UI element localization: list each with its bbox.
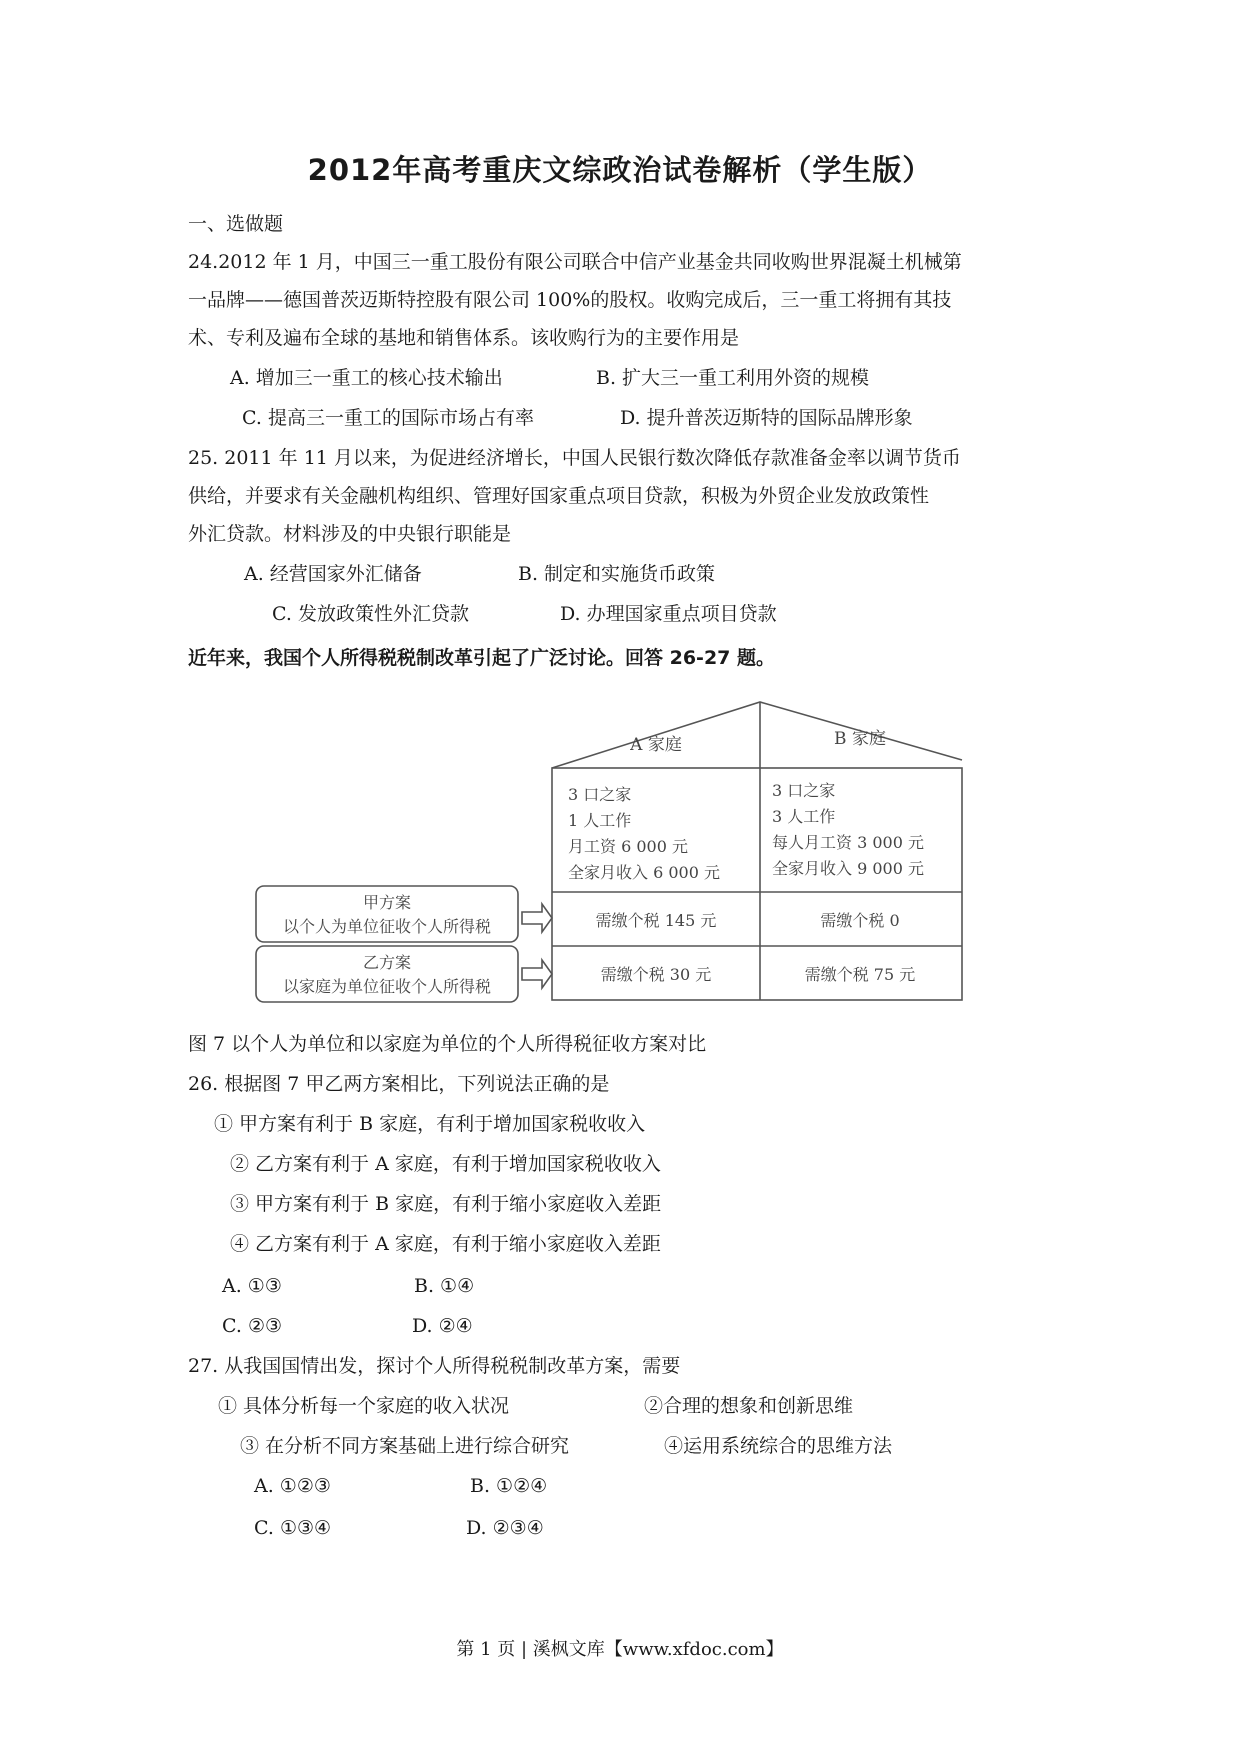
plan-2-desc: 以家庭为单位征收个人所得税 <box>282 977 492 996</box>
intro-26-27: 近年来，我国个人所得税税制改革引起了广泛讨论。回答 26-27 题。 <box>188 647 775 669</box>
figure-7-diagram <box>250 700 990 1010</box>
section-heading: 一、选做题 <box>188 213 284 235</box>
q27-item-2: ②合理的想象和创新思维 <box>644 1395 854 1417</box>
figure-caption: 图 7 以个人为单位和以家庭为单位的个人所得税征收方案对比 <box>188 1033 707 1055</box>
q24-line-2: 一品牌——德国普茨迈斯特控股有限公司 100%的股权。收购完成后，三一重工将拥有其技 <box>188 289 952 311</box>
plan-1-desc: 以个人为单位征收个人所得税 <box>282 917 492 936</box>
a-info-2: 1 人工作 <box>568 811 632 830</box>
a-info-1: 3 口之家 <box>568 785 632 804</box>
page-title: 2012年高考重庆文综政治试卷解析（学生版） <box>307 153 933 187</box>
q27-item-4: ④运用系统综合的思维方法 <box>664 1435 893 1457</box>
q27-option-d: D. ②③④ <box>466 1517 544 1539</box>
q24-line-3: 术、专利及遍布全球的基地和销售体系。该收购行为的主要作用是 <box>188 327 740 349</box>
plan-2-name: 乙方案 <box>362 953 412 972</box>
q27-item-1: ① 具体分析每一个家庭的收入状况 <box>218 1395 510 1417</box>
a-info-3: 月工资 6 000 元 <box>568 837 688 856</box>
q26-stem: 26. 根据图 7 甲乙两方案相比，下列说法正确的是 <box>188 1073 610 1095</box>
q27-option-a: A. ①②③ <box>254 1475 331 1497</box>
q25-option-d: D. 办理国家重点项目贷款 <box>560 603 777 625</box>
q26-option-c: C. ②③ <box>222 1315 283 1337</box>
q25-line-3: 外汇贷款。材料涉及的中央银行职能是 <box>188 523 512 545</box>
plan-1-b-tax: 需缴个税 0 <box>820 911 900 930</box>
q25-option-a: A. 经营国家外汇储备 <box>244 563 422 585</box>
page-footer: 第 1 页 | 溪枫文库【www.xfdoc.com】 <box>456 1639 784 1660</box>
b-info-1: 3 口之家 <box>772 781 836 800</box>
q26-option-a: A. ①③ <box>222 1275 282 1297</box>
q26-option-b: B. ①④ <box>414 1275 475 1297</box>
q25-option-c: C. 发放政策性外汇贷款 <box>272 603 469 625</box>
q25-line-2: 供给，并要求有关金融机构组织、管理好国家重点项目贷款，积极为外贸企业发放政策性 <box>188 485 930 507</box>
q27-item-3: ③ 在分析不同方案基础上进行综合研究 <box>240 1435 570 1457</box>
b-info-4: 全家月收入 9 000 元 <box>772 859 924 878</box>
q24-option-a: A. 增加三一重工的核心技术输出 <box>230 367 503 389</box>
q26-item-3: ③ 甲方案有利于 B 家庭，有利于缩小家庭收入差距 <box>230 1193 662 1215</box>
column-b-label: B 家庭 <box>834 729 886 749</box>
q25-line-1: 25. 2011 年 11 月以来，为促进经济增长，中国人民银行数次降低存款准备金率以调节货币 <box>188 447 961 469</box>
plan-2-b-tax: 需缴个税 75 元 <box>804 965 916 984</box>
q24-option-d: D. 提升普茨迈斯特的国际品牌形象 <box>620 407 913 429</box>
q24-option-b: B. 扩大三一重工利用外资的规模 <box>596 367 870 389</box>
column-a-label: A 家庭 <box>630 735 682 755</box>
q27-stem: 27. 从我国国情出发，探讨个人所得税税制改革方案，需要 <box>188 1355 681 1377</box>
q26-item-4: ④ 乙方案有利于 A 家庭，有利于缩小家庭收入差距 <box>230 1233 661 1255</box>
a-info-4: 全家月收入 6 000 元 <box>568 863 720 882</box>
q26-item-2: ② 乙方案有利于 A 家庭，有利于增加国家税收收入 <box>230 1153 661 1175</box>
q26-item-1: ① 甲方案有利于 B 家庭，有利于增加国家税收收入 <box>214 1113 646 1135</box>
q27-option-c: C. ①③④ <box>254 1517 332 1539</box>
plan-1-a-tax: 需缴个税 145 元 <box>595 911 717 930</box>
q27-option-b: B. ①②④ <box>470 1475 548 1497</box>
b-info-2: 3 人工作 <box>772 807 836 826</box>
plan-1-name: 甲方案 <box>362 893 412 912</box>
plan-2-a-tax: 需缴个税 30 元 <box>600 965 712 984</box>
q24-option-c: C. 提高三一重工的国际市场占有率 <box>242 407 534 429</box>
q24-line-1: 24.2012 年 1 月，中国三一重工股份有限公司联合中信产业基金共同收购世界混凝土机械第 <box>188 251 962 273</box>
b-info-3: 每人月工资 3 000 元 <box>772 833 924 852</box>
q26-option-d: D. ②④ <box>412 1315 473 1337</box>
q25-option-b: B. 制定和实施货币政策 <box>518 563 716 585</box>
